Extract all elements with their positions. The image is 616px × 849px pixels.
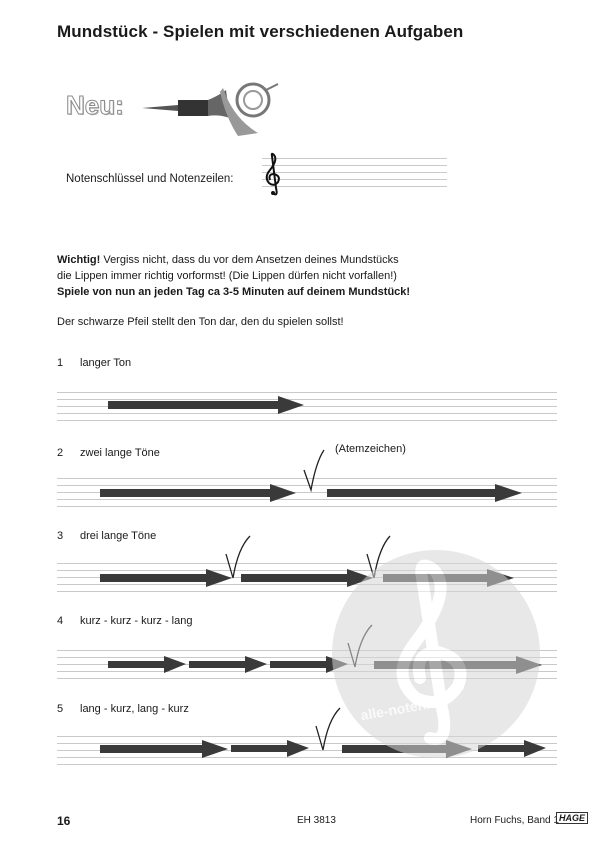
- clef-staff: [262, 158, 447, 190]
- important-lead: Wichtig!: [57, 254, 101, 266]
- short-tone-arrow: [108, 656, 186, 673]
- instruction-paragraph: [57, 252, 577, 300]
- catalog-code: EH 3813: [297, 815, 336, 826]
- instruction-line-2: die Lippen immer richtig vorformst! (Die Lippen dürfen nicht vorfallen!): [57, 270, 397, 282]
- exercise-2-arrows: [0, 440, 616, 510]
- breath-mark-icon: [304, 450, 324, 490]
- exercise-4-label: kurz - kurz - kurz - lang: [80, 615, 193, 627]
- long-tone-arrow: [327, 484, 522, 502]
- page-number: 16: [57, 814, 71, 828]
- exercise-2-number: 2: [57, 447, 64, 459]
- exercise-1-label: langer Ton: [80, 357, 132, 369]
- new-badge: Neu:: [66, 90, 124, 120]
- watermark-logo: [330, 548, 542, 760]
- long-tone-arrow: [100, 740, 228, 758]
- long-tone-arrow: [100, 484, 296, 502]
- breath-mark-annotation: (Atemzeichen): [335, 443, 406, 455]
- exercise-5-number: 5: [57, 703, 64, 715]
- long-tone-arrow: [100, 569, 232, 587]
- horn-mouthpiece-illustration: [138, 78, 288, 138]
- long-tone-arrow: [108, 396, 304, 414]
- instruction-line-1: Vergiss nicht, dass du vor dem Ansetzen deines Mundstücks: [100, 254, 399, 266]
- breath-mark-icon: [226, 536, 250, 578]
- exercise-1-arrows: [0, 392, 616, 422]
- arrow-explanation: Der schwarze Pfeil stellt den Ton dar, den du spielen sollst!: [57, 316, 344, 328]
- exercise-2-label: zwei lange Töne: [80, 447, 160, 459]
- watermark-text: alle-noten.de: [359, 692, 448, 724]
- instruction-line-3: Spiele von nun an jeden Tag ca 3-5 Minuten auf deinem Mundstück!: [57, 286, 411, 298]
- short-tone-arrow: [189, 656, 267, 673]
- treble-clef-icon: [264, 152, 284, 198]
- clef-label: Notenschlüssel und Notenzeilen:: [66, 173, 234, 185]
- exercise-3-number: 3: [57, 530, 64, 542]
- publisher-logo: HAGE: [556, 812, 588, 824]
- short-tone-arrow: [231, 740, 309, 757]
- book-title: Horn Fuchs, Band 1: [470, 815, 559, 826]
- exercise-4-number: 4: [57, 615, 64, 627]
- exercise-1-number: 1: [57, 357, 64, 369]
- exercise-5-label: lang - kurz, lang - kurz: [80, 703, 189, 715]
- page-title: Mundstück - Spielen mit verschiedenen Aufgaben: [57, 22, 464, 41]
- exercise-3-label: drei lange Töne: [80, 530, 157, 542]
